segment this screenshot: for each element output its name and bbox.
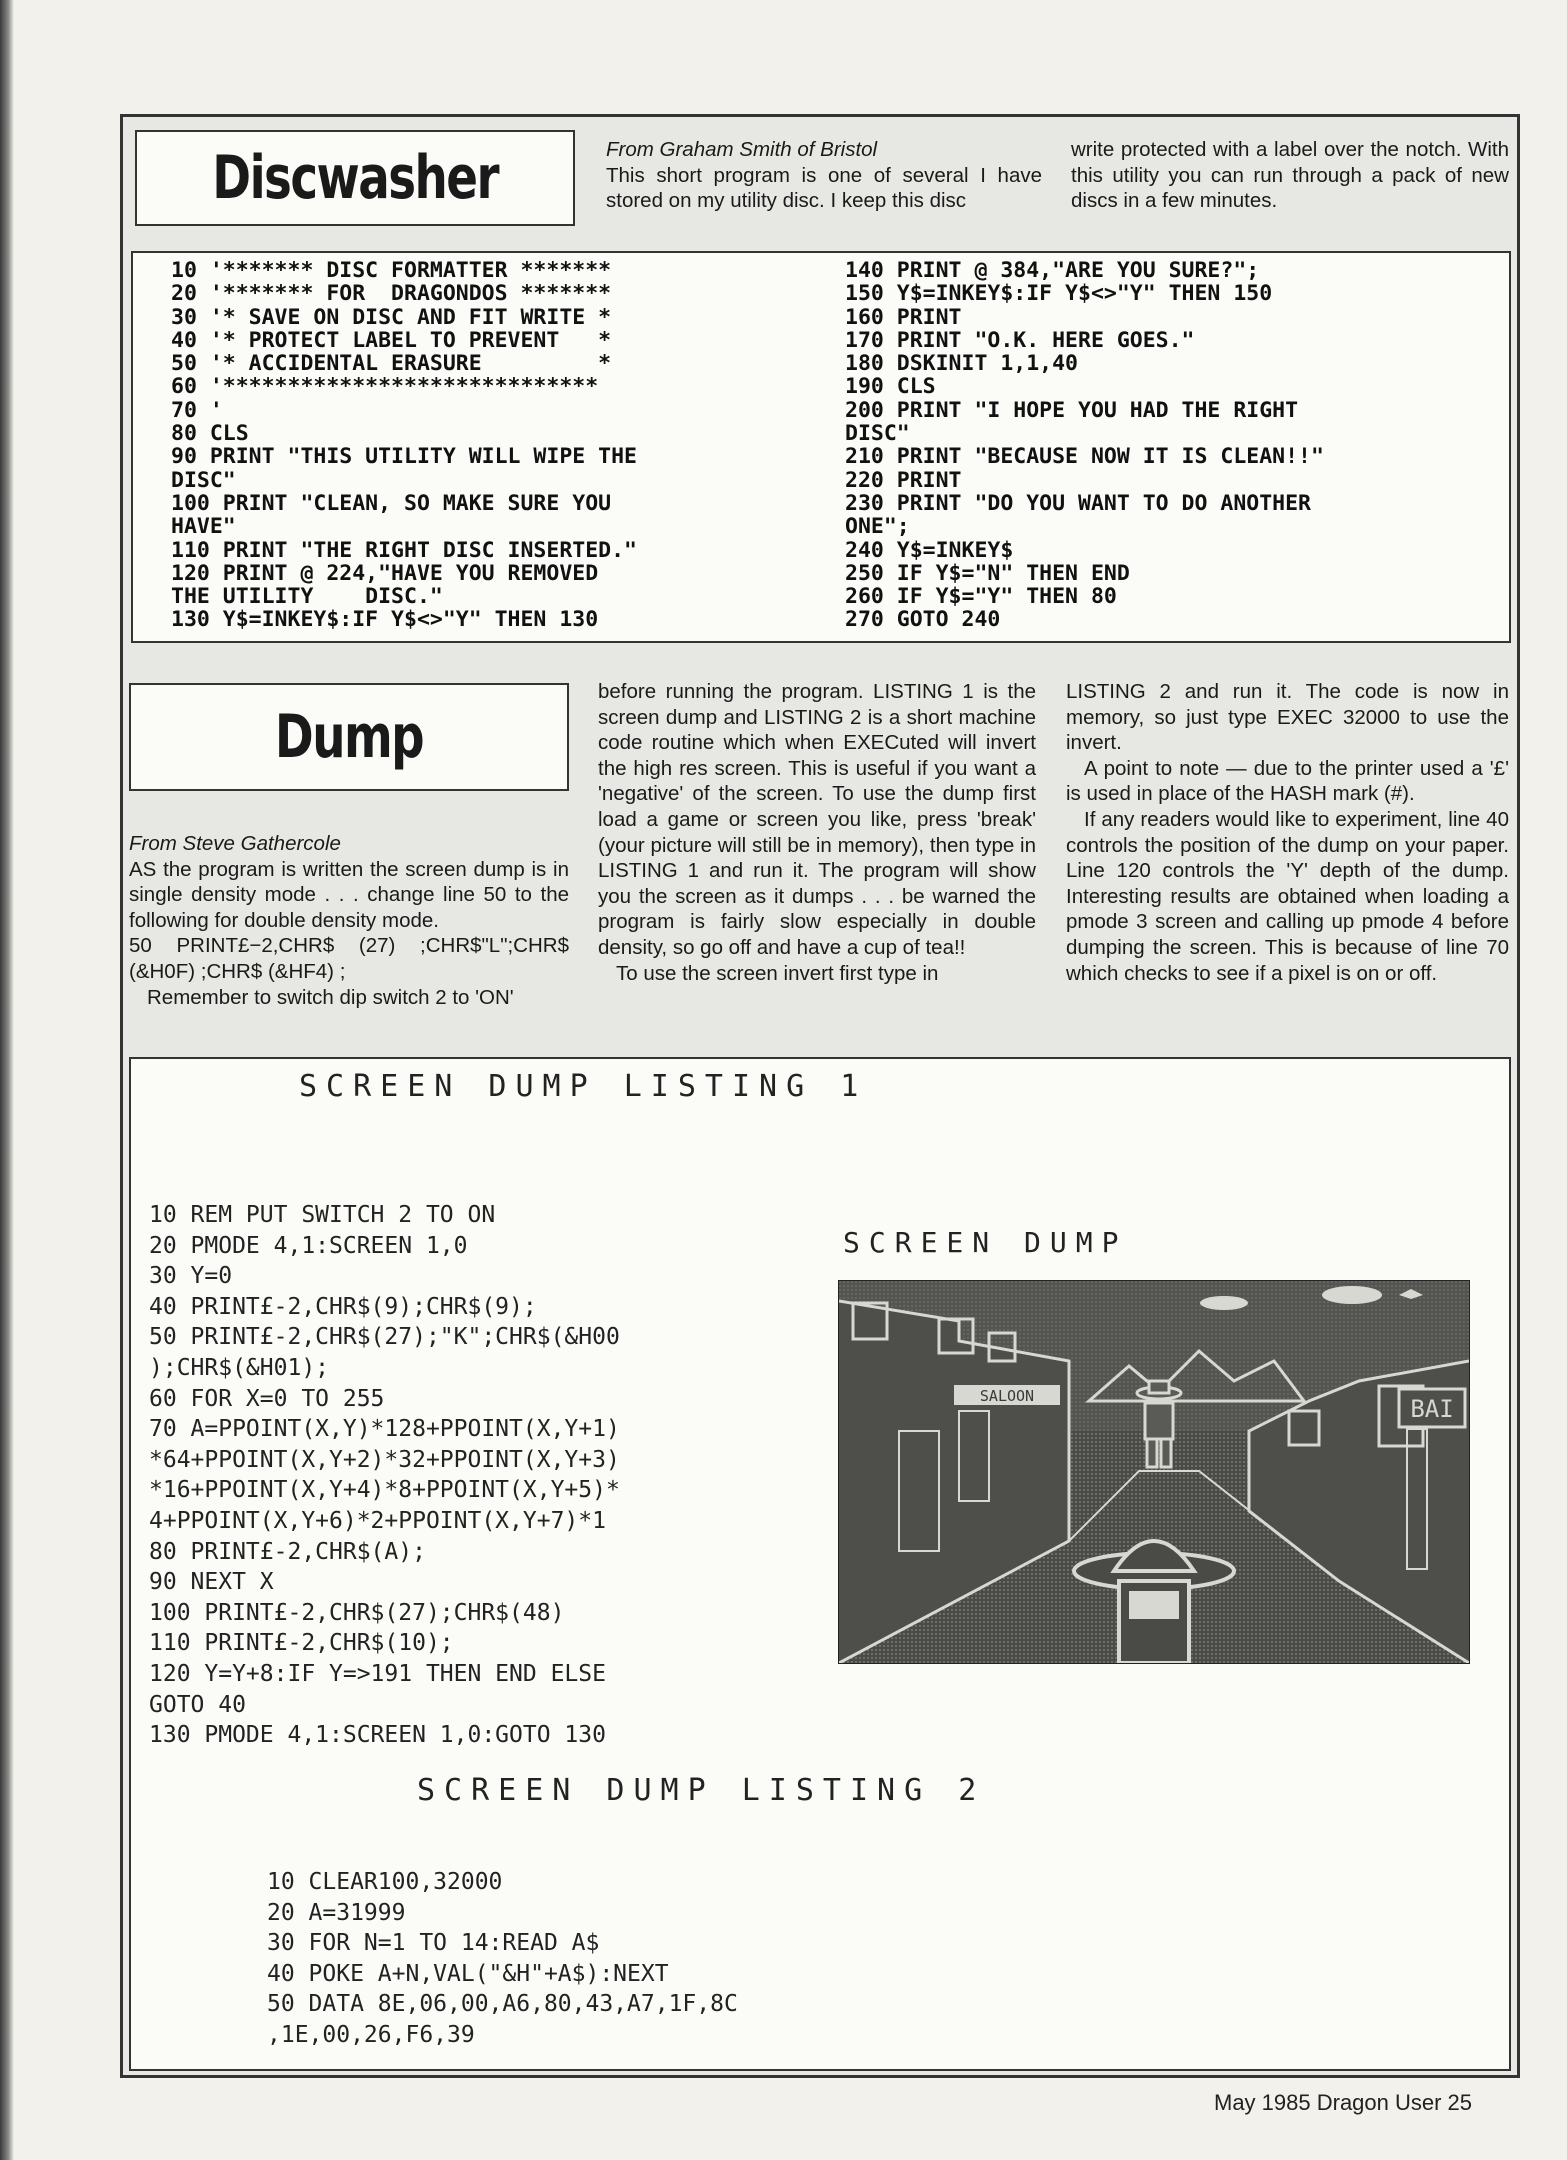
listing1-code: 10 REM PUT SWITCH 2 TO ON 20 PMODE 4,1:SCREEN 1,0 30 Y=0 40 PRINT£-2,CHR$(9);CHR$(9); 50 PRINT£-2,CHR$(27);"K";CHR$(&H00 );CHR$(&H01); 60 FOR X=0 TO 255 70 A=PPOINT(X,Y)*128+PPOINT(X,Y+1) *64+PPOINT(X,Y+2)*32+PPOINT(X,Y+3) *16+PPOINT(X,Y+4)*8+PPOINT(X,Y+5)* 4+PPOINT(X,Y+6)*2+PPOINT(X,Y+7)*1 80 PRINT£-2,CHR$(A); 90 NEXT X 100 PRINT£-2,CHR$(27);CHR$(48) 110 PRINT£-2,CHR$(10); 120 Y=Y+8:IF Y=>191 THEN END ELSE GOTO 40 130 PMODE 4,1:SCREEN 1,0:GOTO 130	[149, 1202, 620, 1749]
bar-sign: BAI	[1410, 1395, 1454, 1423]
dump-col3	[1066, 679, 1509, 986]
discwasher-title: Discwasher	[212, 143, 498, 213]
listing2-code: 10 CLEAR100,32000 20 A=31999 30 FOR N=1 TO 14:READ A$ 40 POKE A+N,VAL("&H"+A$):NEXT 50 DATA 8E,06,00,A6,80,43,A7,1F,8C ,1E,00,26,F6,39	[267, 1869, 738, 2048]
discwasher-listing-left: 10 '******* DISC FORMATTER ******* 20 '******* FOR DRAGONDOS ******* 30 '* SAVE ON DISC AND FIT WRITE * 40 '* PROTECT LABEL TO PREVENT * 50 '* ACCIDENTAL ERASURE * 60 '***************************** 70 ' 80 CLS 90 PRINT "THIS UTILITY WILL WIPE THE DISC" 100 PRINT "CLEAN, SO MAKE SURE YOU HAVE" 110 PRINT "THE RIGHT DISC INSERTED." 120 PRINT @ 224,"HAVE YOU REMOVED THE UTILITY DISC." 130 Y$=INKEY$:IF Y$<>"Y" THEN 130	[171, 258, 637, 633]
saloon-sign: SALOON	[979, 1387, 1035, 1405]
dump-col2-para2: To use the screen invert first type in	[616, 961, 939, 985]
screen-dump-heading: SCREEN DUMP	[843, 1226, 1128, 1259]
dump-byline: From Steve Gathercole	[129, 832, 341, 855]
discwasher-listing-box	[131, 251, 1511, 643]
article-frame	[120, 114, 1520, 2078]
dump-title-box	[129, 683, 569, 791]
western-town-image	[839, 1281, 1469, 1663]
screen-dump-picture	[838, 1280, 1470, 1664]
discwasher-byline: From Graham Smith of Bristol	[606, 138, 878, 161]
discwasher-intro-col2	[1071, 137, 1509, 214]
dump-col1-para2: Remember to switch dip switch 2 to 'ON'	[147, 985, 514, 1009]
discwasher-title-box	[135, 130, 575, 226]
dump-title: Dump	[274, 702, 424, 772]
dump-col3-para3: If any readers would like to experiment, line 40 controls the position of the dump on your paper. Line 120 controls the 'Y' depth of the dump. Interesting results are obtained when loading a pmode 3 screen and calling up pmode 4 before dumping the screen. This is because of line 70 which checks to see if a pixel is on or off.	[1066, 807, 1509, 985]
discwasher-listing-right: 140 PRINT @ 384,"ARE YOU SURE?"; 150 Y$=INKEY$:IF Y$<>"Y" THEN 150 160 PRINT 170 PRINT "O.K. HERE GOES." 180 DSKINIT 1,1,40 190 CLS 200 PRINT "I HOPE YOU HAD THE RIGHT DISC" 210 PRINT "BECAUSE NOW IT IS CLEAN!!" 220 PRINT 230 PRINT "DO YOU WANT TO DO ANOTHER ONE"; 240 Y$=INKEY$ 250 IF Y$="N" THEN END 260 IF Y$="Y" THEN 80 270 GOTO 240	[845, 258, 1324, 633]
listing1-heading: SCREEN DUMP LISTING 1	[299, 1069, 868, 1104]
dump-col2	[598, 679, 1036, 986]
discwasher-intro-text-1: This short program is one of several I have stored on my utility disc. I keep this disc	[606, 163, 1042, 213]
dump-col3-para1: LISTING 2 and run it. The code is now in memory, so just type EXEC 32000 to use the invert.	[1066, 680, 1509, 755]
page-footer: May 1985 Dragon User 25	[1214, 2090, 1473, 2115]
page-binding-edge	[0, 0, 14, 2160]
dump-col1	[129, 831, 569, 1010]
dump-col1-code: 50 PRINT£−2,CHR$ (27) ;CHR$"L";CHR$ (&H0F) ;CHR$ (&HF4) ;	[129, 934, 569, 983]
dump-col1-para1: AS the program is written the screen dump is in single density mode . . . change line 50 to the following for double density mode.	[129, 857, 569, 932]
discwasher-intro-col1	[606, 137, 1042, 214]
listing2-heading: SCREEN DUMP LISTING 2	[417, 1773, 986, 1808]
dump-col3-para2: A point to note — due to the printer used a '£' is used in place of the HASH mark (#).	[1066, 756, 1509, 806]
discwasher-intro-text-2: write protected with a label over the notch. With this utility you can run through a pack of new discs in a few minutes.	[1071, 138, 1509, 213]
dump-col2-para1: before running the program. LISTING 1 is the screen dump and LISTING 2 is a short machine code routine which when EXECuted will invert the high res screen. This is useful if you want a 'negative' of the screen. To use the dump first load a game or screen you like, press 'break' (your picture will still be in memory), then type in LISTING 1 and run it. The program will show you the screen as it dumps . . . be warned the program is fairly slow especially in double density, so go off and have a cup of tea!!	[598, 680, 1036, 959]
